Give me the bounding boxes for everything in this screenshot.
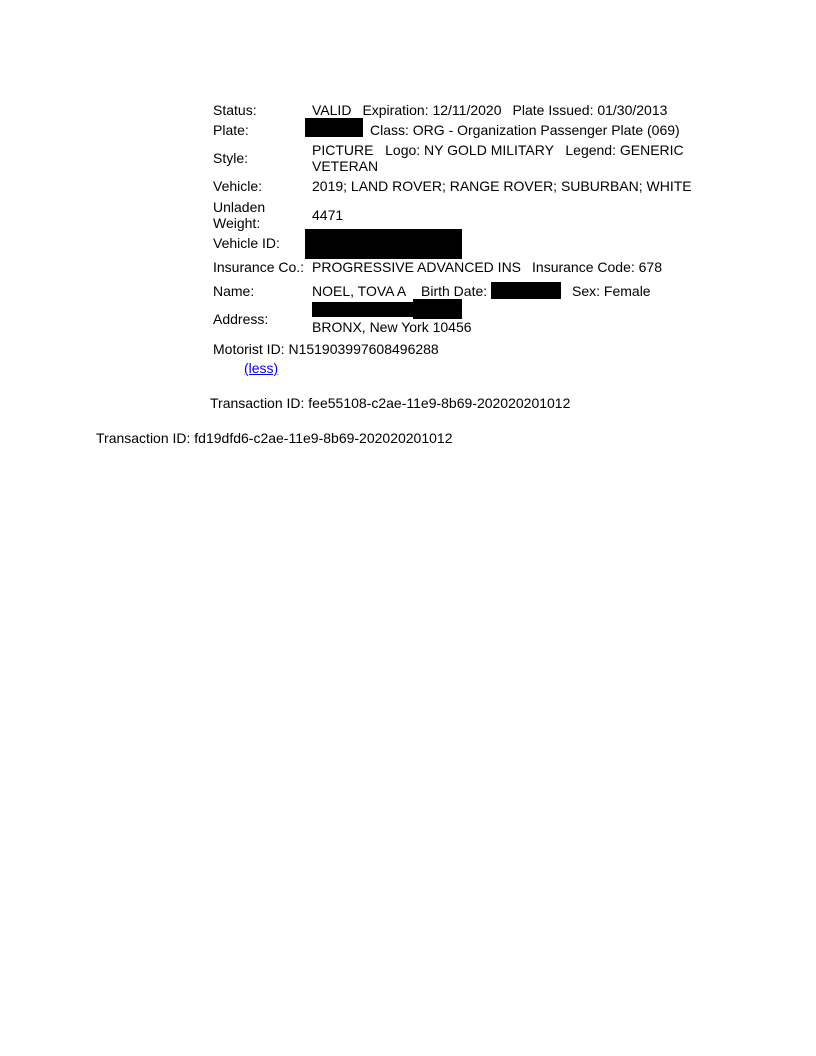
unladen-weight-label-line-2: Weight:: [213, 215, 261, 231]
style-line-1: PICTURE Logo: NY GOLD MILITARY Legend: GENERIC: [312, 142, 684, 158]
vehicle-label: Vehicle:: [213, 178, 263, 194]
plate-issued-date: Plate Issued: 01/30/2013: [512, 102, 668, 118]
status-value: VALID: [312, 102, 352, 118]
sex-value: Sex: Female: [572, 283, 651, 299]
unladen-weight-label-line-1: Unladen: [213, 199, 266, 215]
transaction-id-outer: Transaction ID: fd19dfd6-c2ae-11e9-8b69-202020201012: [96, 430, 453, 446]
name-value: NOEL, TOVA A: [312, 283, 407, 299]
plate-number-redaction: [305, 118, 363, 137]
name-label: Name:: [213, 283, 255, 299]
insurance-company: PROGRESSIVE ADVANCED INS: [312, 259, 522, 275]
address-street-redaction-2: [413, 299, 462, 319]
birth-date-redaction: [491, 282, 561, 299]
unladen-weight-value: 4471: [312, 207, 344, 223]
address-label: Address:: [213, 311, 269, 327]
vehicle-id-redaction: [305, 229, 462, 259]
address-street-redaction-1: [312, 302, 413, 317]
address-city-line: BRONX, New York 10456: [312, 319, 472, 335]
plate-label: Plate:: [213, 122, 249, 138]
less-link[interactable]: (less): [244, 360, 279, 376]
style-label: Style:: [213, 150, 249, 166]
motorist-id: Motorist ID: N151903997608496288: [213, 341, 439, 357]
birth-date-label: Birth Date:: [421, 283, 488, 299]
style-line-2: VETERAN: [312, 158, 379, 174]
plate-class: Class: ORG - Organization Passenger Plate (069): [370, 122, 680, 138]
vehicle-value: 2019; LAND ROVER; RANGE ROVER; SUBURBAN; WHITE: [312, 178, 692, 194]
vehicle-id-label: Vehicle ID:: [213, 235, 280, 251]
status-value-row: [312, 102, 667, 118]
transaction-id-inner: Transaction ID: fee55108-c2ae-11e9-8b69-202020201012: [210, 395, 571, 411]
status-label: Status:: [213, 102, 257, 118]
insurance-label: Insurance Co.:: [213, 259, 305, 275]
insurance-value-row: [312, 259, 662, 275]
expiration-date: Expiration: 12/11/2020: [362, 102, 502, 118]
insurance-code: Insurance Code: 678: [532, 259, 662, 275]
